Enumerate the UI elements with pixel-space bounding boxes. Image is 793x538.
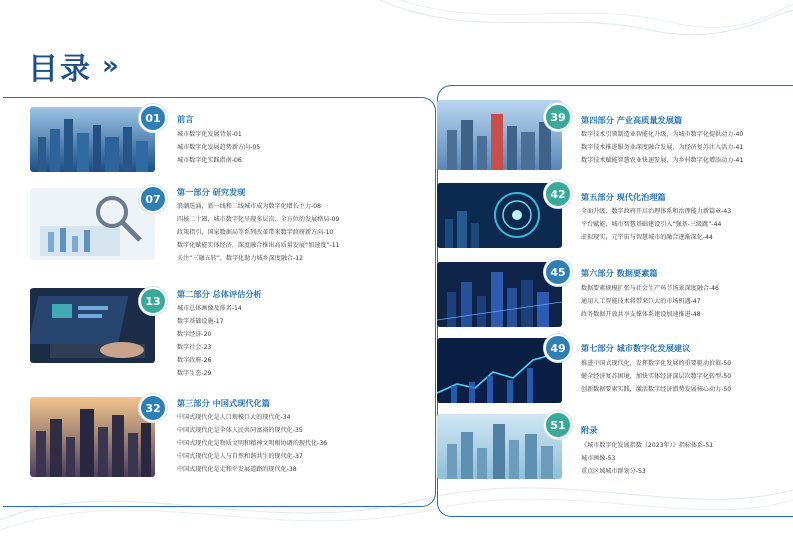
- toc-entry[interactable]: 中国式现代化是走和平发展道路的现代化-38: [177, 466, 297, 473]
- toc-entry[interactable]: 中国式现代化是物质文明和精神文明相协调的现代化-36: [177, 440, 328, 447]
- page-title: 目录: [28, 52, 92, 87]
- section-item-list: [177, 302, 242, 380]
- toc-entry[interactable]: 城市数字化发展背景-01: [177, 131, 242, 138]
- toc-entry[interactable]: 《城市数字化发展指数（2023年）》指标体系-51: [581, 442, 714, 449]
- toc-entry[interactable]: 四核二十圈，城市数字化呈现多层次、全方位的发展格局-09: [177, 216, 340, 223]
- page-number-badge: 39: [544, 103, 572, 131]
- section-item-list: [177, 200, 340, 265]
- section-item-list: [581, 282, 719, 321]
- double-chevron-icon: »: [102, 51, 119, 81]
- toc-entry[interactable]: 通用人工智能技术将带来巨大的市场机遇-47: [581, 298, 701, 305]
- section-title[interactable]: 第六部分 数据要素篇: [581, 268, 658, 278]
- toc-entry[interactable]: 中国式现代化是人与自然和谐共生的现代化-37: [177, 453, 303, 460]
- section-thumbnail-preface: [30, 107, 155, 172]
- section-title[interactable]: 第一部分 研究发现: [177, 187, 246, 197]
- page-number-badge: 07: [139, 185, 167, 213]
- section-item-list: [581, 128, 743, 167]
- section-title[interactable]: 第五部分 现代化治理篇: [581, 192, 666, 202]
- toc-entry[interactable]: 数字生态-29: [177, 370, 212, 377]
- toc-entry[interactable]: 全面升级，数字政府开启治理体系和治理能力新篇章-43: [581, 208, 732, 215]
- section-thumbnail-evaluation: [30, 288, 155, 363]
- toc-entry[interactable]: 中国式现代化是人口规模巨大的现代化-34: [177, 414, 291, 421]
- section-item-list: [177, 128, 260, 167]
- toc-entry[interactable]: 数据要素规模扩张与社会生产环节场景深度融合-46: [581, 285, 719, 292]
- toc-entry[interactable]: 关注“三融五转”，数字化助力城乡深度融合-12: [177, 255, 303, 262]
- toc-entry[interactable]: 数字基础设施-17: [177, 318, 224, 325]
- toc-entry[interactable]: 城市总体画像及排名-14: [177, 305, 242, 312]
- toc-entry[interactable]: 政策指引，国家数据局等系列改革带来数字政府新方向-10: [177, 229, 334, 236]
- toc-entry[interactable]: 平台赋能，城市智慧基础建设引入“强基-三级跳”-44: [581, 221, 722, 228]
- section-title[interactable]: 第二部分 总体评估分析: [177, 289, 262, 299]
- toc-entry[interactable]: 数字技术引领制造业智能化升级，为城市数字化提供动力-40: [581, 131, 744, 138]
- toc-entry[interactable]: 城市数字化实践指南-06: [177, 157, 242, 164]
- section-item-list: [581, 205, 731, 244]
- toc-entry[interactable]: 城市画像-53: [581, 455, 616, 462]
- section-item-list: [581, 439, 713, 478]
- toc-entry[interactable]: 数字政府-26: [177, 357, 212, 364]
- toc-entry[interactable]: 政务数据开放共享支撑体系建设加速推进-48: [581, 311, 701, 318]
- section-title[interactable]: 第四部分 产业高质量发展篇: [581, 115, 683, 125]
- page-title-block: [28, 44, 119, 88]
- page-number-badge: 32: [139, 394, 167, 422]
- toc-entry[interactable]: 推进中国式现代化，发挥数字化发展的重要驱动价值-50: [581, 360, 732, 367]
- page-number-badge: 49: [544, 334, 572, 362]
- page-number-badge: 01: [139, 104, 167, 132]
- page-number-badge: 13: [139, 287, 167, 315]
- section-item-list: [177, 411, 327, 476]
- page-number-badge: 45: [544, 258, 572, 286]
- section-item-list: [581, 357, 731, 396]
- toc-entry[interactable]: 健全经济复苏困境，加快实体经济深层次数字化转型-50: [581, 373, 732, 380]
- toc-entry[interactable]: 重点区域城市群划分-53: [581, 468, 646, 475]
- section-thumbnail-research: [30, 188, 155, 260]
- toc-entry[interactable]: 数字技术赋能智慧农业快速发展，为乡村数字化增添动力-41: [581, 157, 744, 164]
- toc-entry[interactable]: 数字社会-23: [177, 344, 212, 351]
- toc-entry[interactable]: 数字经济-20: [177, 331, 212, 338]
- page-number-badge: 42: [544, 180, 572, 208]
- toc-entry[interactable]: 城市数字化发展趋势新方向-05: [177, 144, 261, 151]
- section-title[interactable]: 附录: [581, 425, 598, 435]
- section-title[interactable]: 第七部分 城市数字化发展建议: [581, 343, 691, 353]
- section-title[interactable]: 前言: [177, 114, 194, 124]
- section-thumbnail-modernization: [30, 397, 155, 477]
- toc-entry[interactable]: 创新数据要素实践，激活数字经济潜势发展核心动力-50: [581, 386, 732, 393]
- toc-entry[interactable]: 浪潮迭涌，新一线和二线城市成为数字化增长主力-08: [177, 203, 322, 210]
- section-thumbnail-industry: [437, 100, 562, 170]
- toc-entry[interactable]: 数字化赋能实体经济，深度融合推出高质量发展“加速度”-11: [177, 242, 340, 249]
- section-title[interactable]: 第三部分 中国式现代化篇: [177, 398, 270, 408]
- toc-entry[interactable]: 数字技术推进服务业深度融合发展，为经济复苏注入活力-41: [581, 144, 744, 151]
- toc-entry[interactable]: 虚拟现实，元宇宙与智慧城市的融合逐渐深化-44: [581, 234, 713, 241]
- page-number-badge: 51: [544, 411, 572, 439]
- toc-entry[interactable]: 中国式现代化是全体人民共同富裕的现代化-35: [177, 427, 303, 434]
